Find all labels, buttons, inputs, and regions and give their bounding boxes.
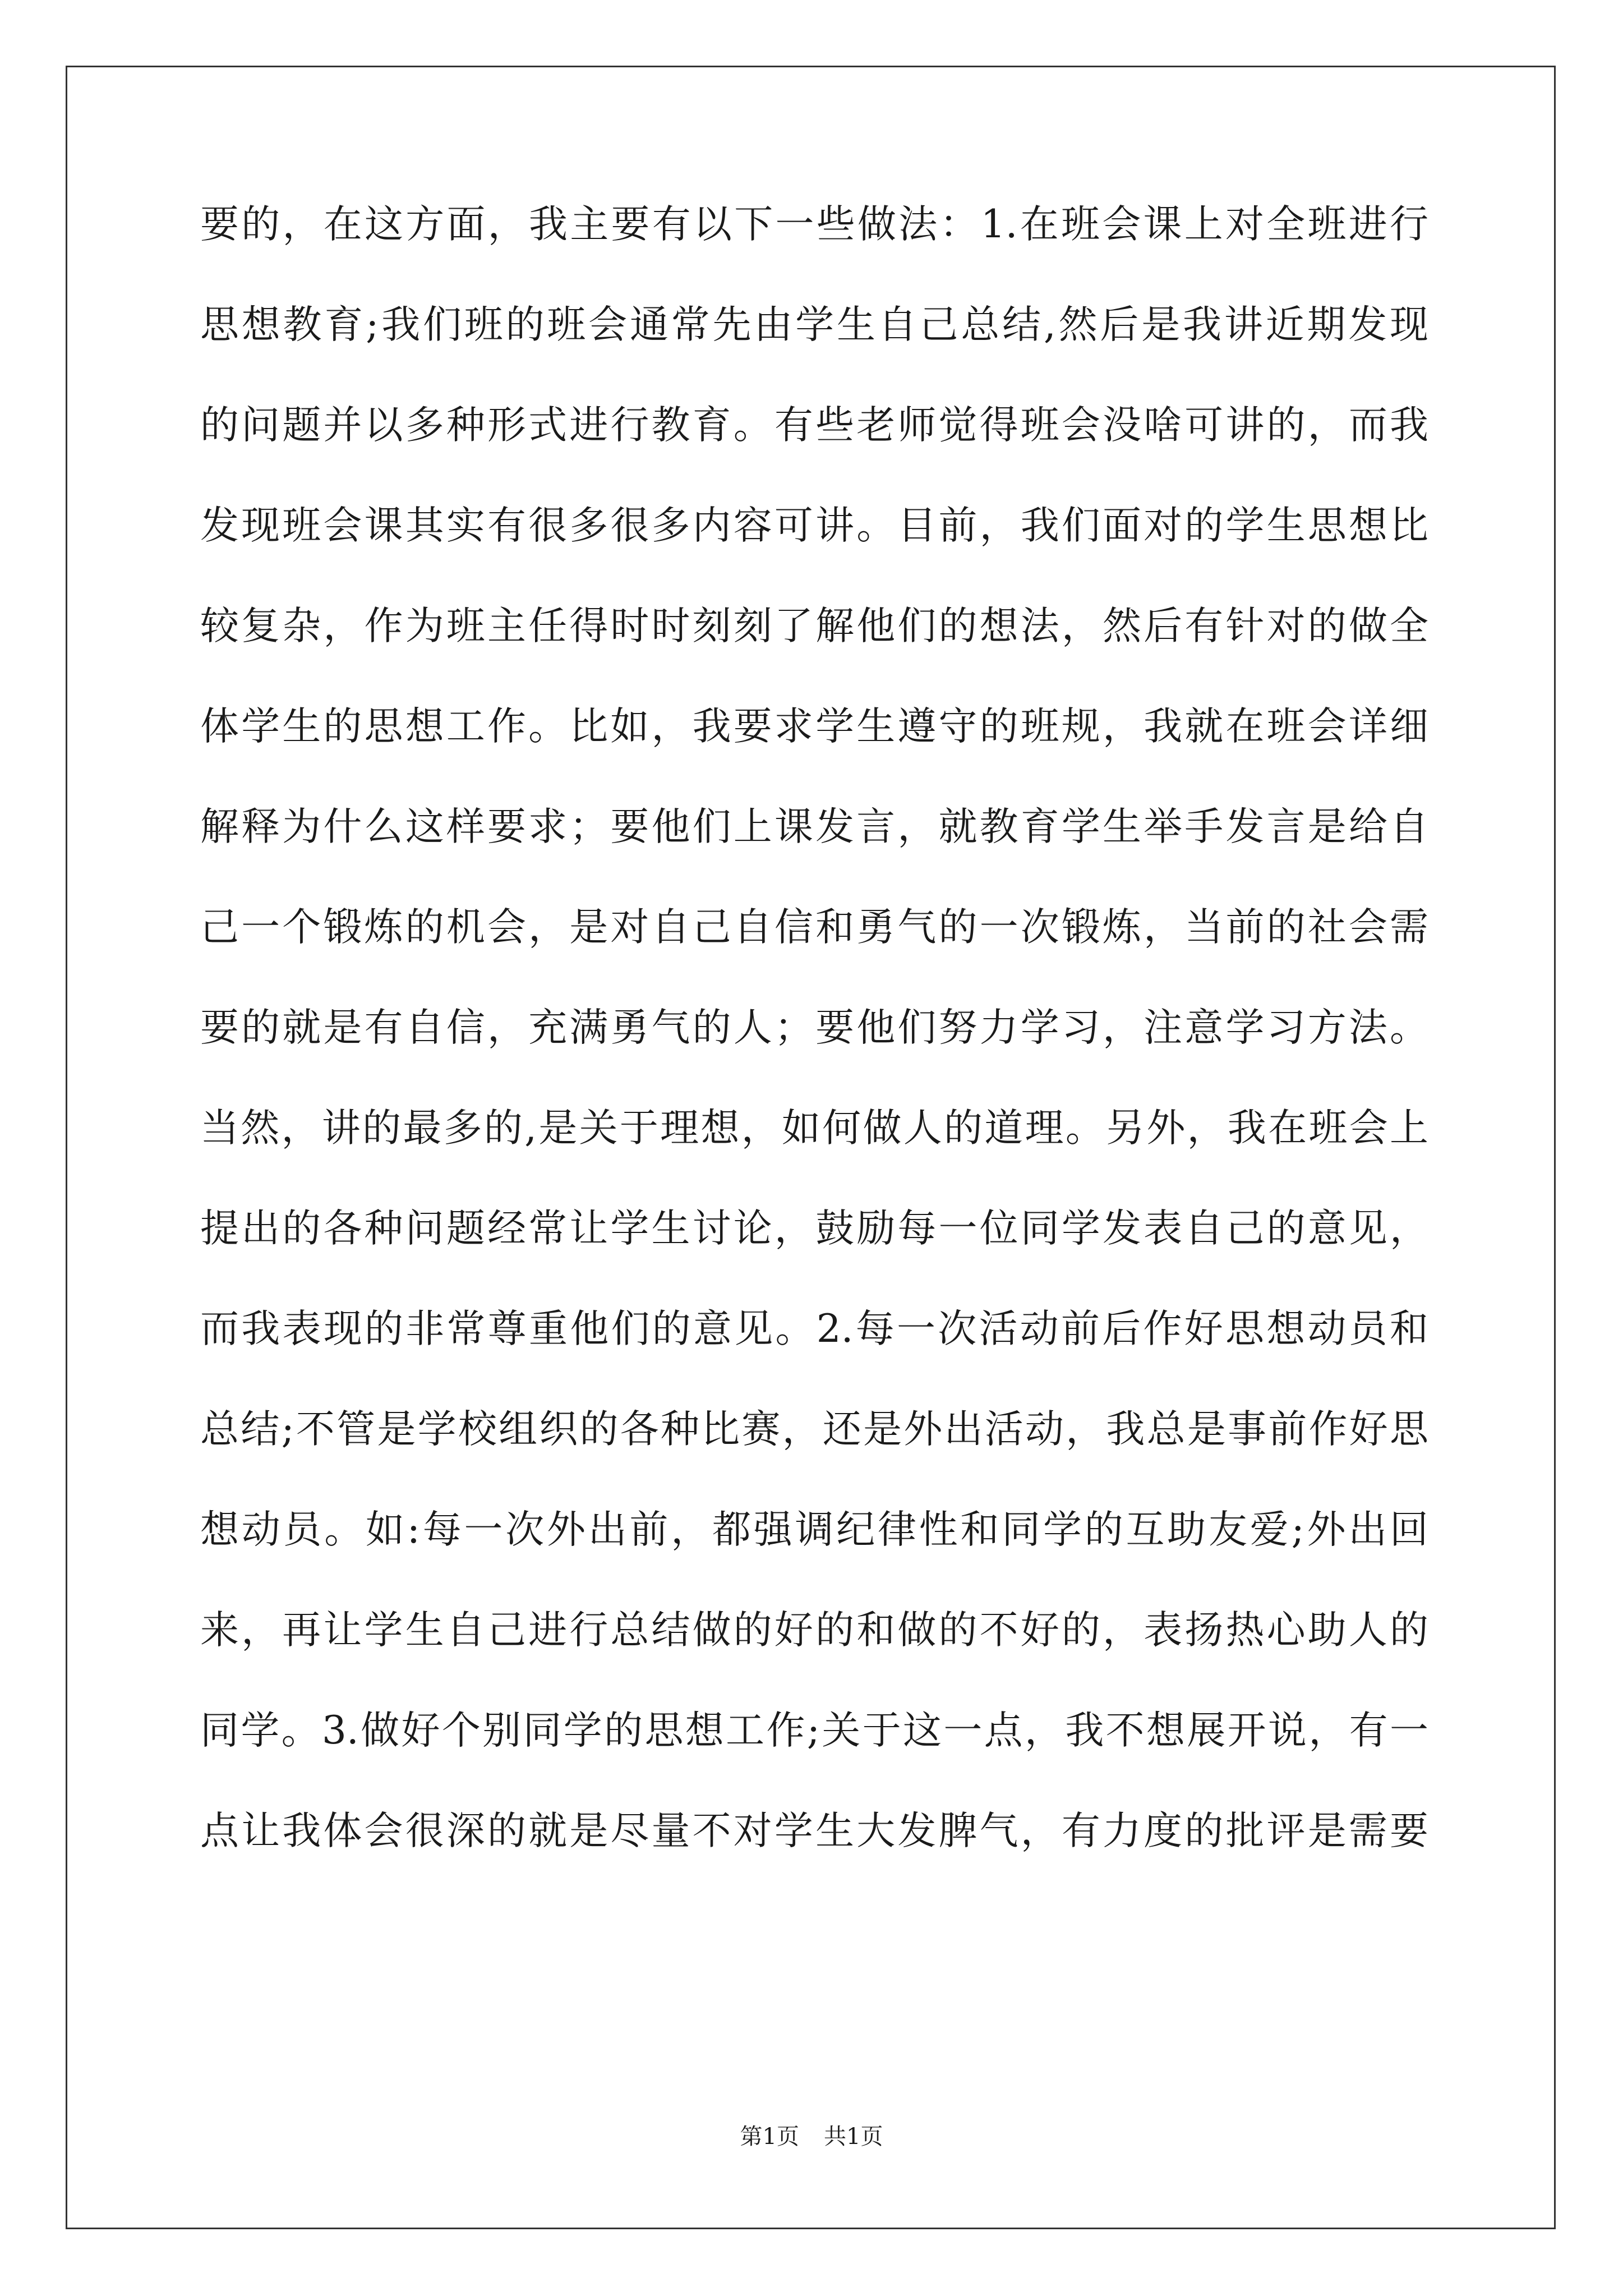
page-number-total: 共1页 — [824, 2124, 883, 2150]
text-line: 提出的各种问题经常让学生讨论，鼓励每一位同学发表自己的意见， — [200, 1206, 1428, 1251]
text-line: 来，再让学生自己进行总结做的好的和做的不好的，表扬热心助人的 — [200, 1608, 1428, 1653]
text-line: 总结;不管是学校组织的各种比赛，还是外出活动，我总是事前作好思 — [200, 1407, 1428, 1452]
text-line: 己一个锻炼的机会，是对自己自信和勇气的一次锻炼，当前的社会需 — [200, 905, 1428, 950]
text-line: 发现班会课其实有很多很多内容可讲。目前，我们面对的学生思想比 — [200, 503, 1428, 548]
text-line: 点让我体会很深的就是尽量不对学生大发脾气，有力度的批评是需要 — [200, 1809, 1428, 1853]
page-number-current: 第1页 — [740, 2124, 799, 2150]
text-line: 体学生的思想工作。比如，我要求学生遵守的班规，我就在班会详细 — [200, 704, 1428, 749]
text-line: 的问题并以多种形式进行教育。有些老师觉得班会没啥可讲的，而我 — [200, 403, 1428, 448]
document-body — [200, 202, 1428, 1912]
text-line: 解释为什么这样要求；要他们上课发言，就教育学生举手发言是给自 — [200, 804, 1428, 849]
text-line: 想动员。如:每一次外出前，都强调纪律性和同学的互助友爱;外出回 — [200, 1507, 1428, 1552]
text-line: 思想教育;我们班的班会通常先由学生自己总结,然后是我讲近期发现 — [200, 302, 1428, 347]
text-line: 要的就是有自信，充满勇气的人；要他们努力学习，注意学习方法。 — [200, 1005, 1428, 1050]
text-line: 较复杂，作为班主任得时时刻刻了解他们的想法，然后有针对的做全 — [200, 604, 1428, 648]
text-line: 当然，讲的最多的,是关于理想，如何做人的道理。另外，我在班会上 — [200, 1106, 1428, 1151]
text-line: 要的，在这方面，我主要有以下一些做法：1.在班会课上对全班进行 — [200, 202, 1428, 247]
text-line: 同学。3.做好个别同学的思想工作;关于这一点，我不想展开说，有一 — [200, 1708, 1428, 1753]
page-footer — [0, 2123, 1623, 2150]
text-line: 而我表现的非常尊重他们的意见。2.每一次活动前后作好思想动员和 — [200, 1306, 1428, 1351]
